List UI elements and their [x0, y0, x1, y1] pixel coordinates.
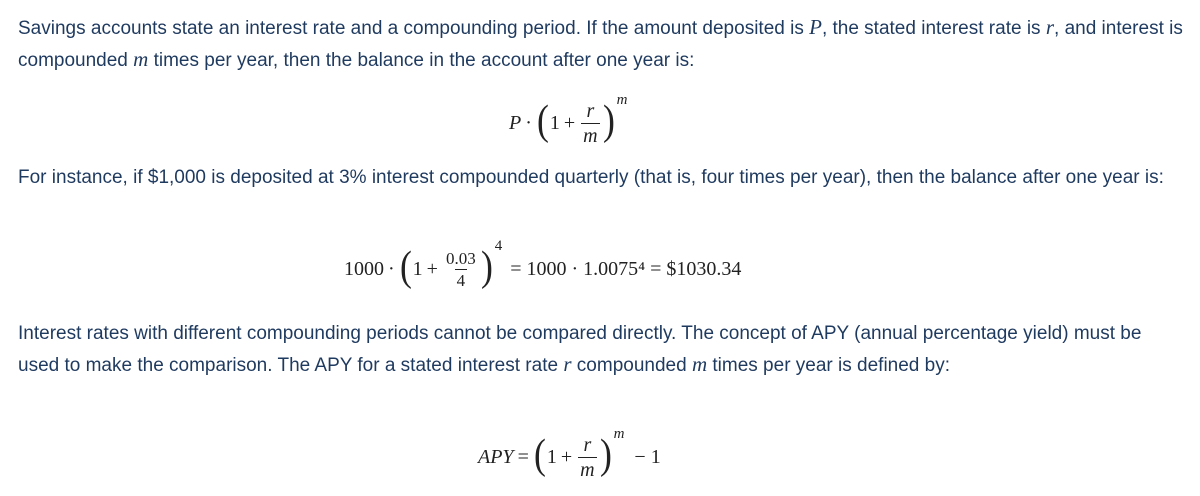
apy-variable-r: r [563, 352, 572, 376]
formula-fraction [581, 101, 599, 146]
example-exponent: 4 [494, 238, 503, 254]
example-numerator: 0.03 [445, 248, 476, 268]
variable-m: m [133, 47, 149, 71]
formula-open-paren: ( [536, 98, 549, 144]
variable-r: r [1045, 15, 1055, 39]
example-plus: + [426, 257, 438, 280]
apy-equals: = [517, 445, 529, 468]
formula-plus: + [563, 111, 576, 134]
apy-fraction [578, 435, 596, 480]
example-formula [344, 236, 741, 302]
apy-text-2: compounded [571, 355, 692, 376]
intro-text-4: times per year, then the balance in the account after one year is: [148, 50, 695, 71]
apy-one: 1 [546, 445, 557, 468]
apy-minus-one: − 1 [634, 445, 661, 468]
apy-close-paren: ) [599, 432, 612, 478]
intro-paragraph [18, 12, 1183, 76]
formula-principal: P [509, 111, 522, 134]
example-dot: · [388, 257, 395, 280]
apy-denominator: m [580, 458, 595, 481]
formula-exponent: m [616, 92, 628, 108]
apy-lhs: APY [478, 445, 514, 468]
apy-open-paren: ( [533, 432, 546, 478]
balance-formula [509, 90, 627, 156]
apy-formula [478, 424, 661, 490]
apy-paragraph [18, 318, 1183, 381]
variable-P: P [809, 15, 822, 39]
formula-close-paren: ) [602, 98, 615, 144]
formula-one: 1 [549, 111, 560, 134]
example-one: 1 [412, 257, 423, 280]
formula-dot: · [525, 111, 532, 134]
intro-text-1: Savings accounts state an interest rate and a compounding period. If the amount deposited is [18, 18, 810, 39]
fraction-numerator: r [586, 99, 595, 122]
example-paragraph: For instance, if $1,000 is deposited at 3% interest compounded quarterly (that is, four times per year), then the balance after one year is: [18, 167, 1164, 188]
intro-text-3: , and interest is compounded [18, 18, 1183, 71]
example-result: = 1000 · 1.0075⁴ = $1030.34 [510, 257, 742, 280]
apy-plus: + [560, 445, 573, 468]
fraction-denominator: m [583, 124, 598, 147]
apy-text-1: Interest rates with different compounding periods cannot be compared directly. The concept of APY (annual percentage yield) must be used to make the comparison. The APY for a stated interest rate [18, 323, 1142, 376]
apy-exponent: m [613, 426, 625, 442]
intro-text-2: , the stated interest rate is [821, 18, 1046, 39]
example-principal: 1000 [344, 257, 384, 280]
example-denominator: 4 [456, 270, 466, 290]
apy-numerator: r [583, 433, 592, 456]
apy-text-3: times per year is defined by: [707, 355, 950, 376]
example-open-paren: ( [399, 244, 412, 290]
example-close-paren: ) [480, 244, 493, 290]
example-fraction [444, 250, 478, 289]
apy-variable-m: m [691, 352, 708, 376]
